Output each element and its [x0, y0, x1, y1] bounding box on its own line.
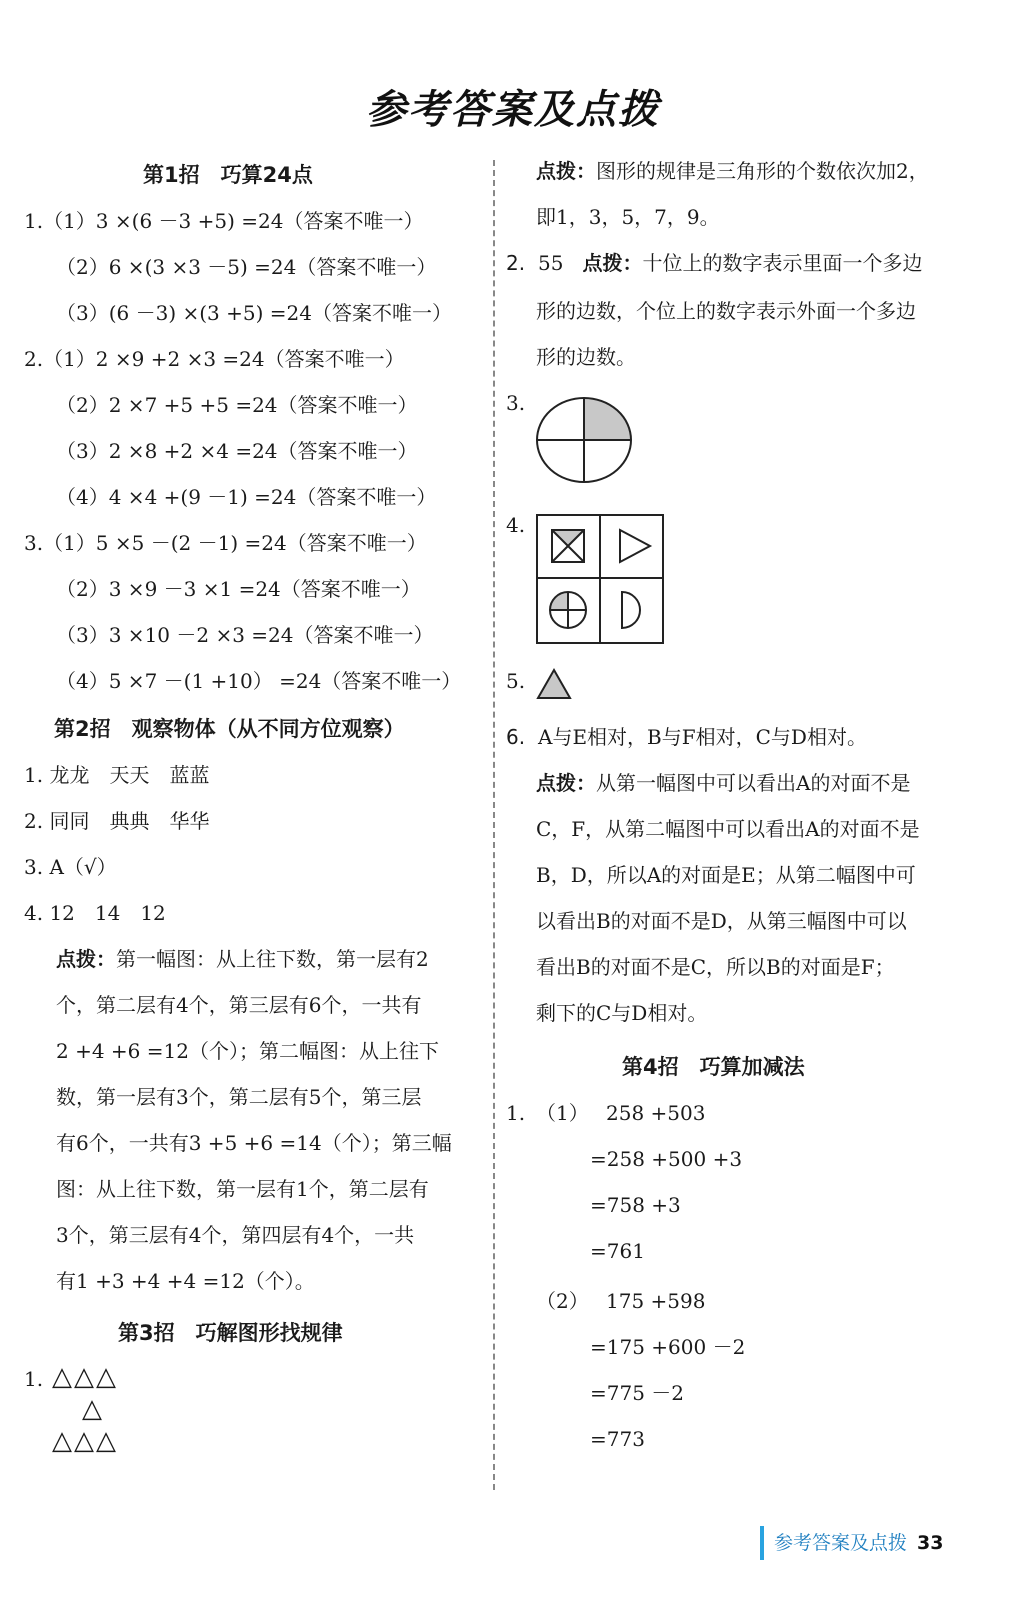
answer-number: 5.: [506, 669, 526, 693]
answer-line: （4）4 ×4 +(9 －1) =24（答案不唯一）: [56, 485, 437, 509]
hint-line: [536, 156, 929, 186]
answer-line: （3）(6 －3) ×(3 +5) =24（答案不唯一）: [56, 301, 452, 325]
calc-line: =258 +500 +3: [590, 1147, 743, 1171]
answer-number: 6.: [506, 725, 526, 749]
shape-grid-figure: [536, 514, 664, 644]
hint-text: 十位上的数字表示里面一个多边: [642, 251, 923, 275]
hint-label: 点拨：: [56, 947, 116, 971]
hint-line: 以看出B的对面不是D，从第三幅图中可以: [536, 909, 907, 933]
hint-line: [536, 768, 910, 798]
calc-line: =761: [590, 1239, 645, 1263]
hint-line: 有6个，一共有3 +5 +6 =14（个）；第三幅: [56, 1131, 452, 1155]
hint-line: 图：从上往下数，第一层有1个，第二层有: [56, 1177, 429, 1201]
crossed-circle-icon: [550, 592, 586, 628]
hint-line: 看出B的对面不是C，所以B的对面是F；: [536, 955, 895, 979]
hint-line: 有1 +3 +4 +4 =12（个）。: [56, 1269, 315, 1293]
calc-line: 258 +503: [606, 1101, 706, 1125]
triangle-row: △△△: [52, 1362, 118, 1392]
answer-line: （3）2 ×8 +2 ×4 =24（答案不唯一）: [56, 439, 418, 463]
hint-text: 从第一幅图中可以看出A的对面不是: [596, 771, 911, 795]
hint-label: 点拨：: [582, 251, 643, 275]
calc-line: 175 +598: [606, 1289, 706, 1313]
hint-line: 剩下的C与D相对。: [536, 1001, 708, 1025]
answer-number: 4.: [506, 513, 526, 537]
answer-line: 3. A（√）: [24, 855, 117, 879]
answer-line: 1.（1）3 ×(6 －3 +5) =24（答案不唯一）: [24, 209, 424, 233]
answer-number: 1.: [506, 1101, 526, 1125]
hint-line: 即1，3，5，7，9。: [536, 205, 720, 229]
shaded-triangle-figure: [536, 668, 572, 700]
half-circle-icon: [622, 592, 640, 628]
triangle-icon: [620, 530, 650, 562]
hint-line: 3个，第三层有4个，第四层有4个，一共: [56, 1223, 415, 1247]
column-divider: [493, 160, 495, 1490]
answer-line: （3）3 ×10 －2 ×3 =24（答案不唯一）: [56, 623, 434, 647]
answer-line: （2）3 ×9 －3 ×1 =24（答案不唯一）: [56, 577, 421, 601]
hint-text: 第一幅图：从上往下数，第一层有2: [116, 947, 429, 971]
answer-line: [506, 722, 867, 752]
calc-line: =758 +3: [590, 1193, 681, 1217]
triangle-icon: [538, 670, 570, 698]
calc-line: =773: [590, 1427, 645, 1451]
calc-line: =775 －2: [590, 1381, 685, 1405]
footer-label: 参考答案及点拨: [774, 1532, 908, 1554]
answer-value: 55: [538, 251, 564, 275]
section-3-title: 第3招 巧解图形找规律: [118, 1321, 343, 1345]
answer-line: 1. 龙龙 天天 蓝蓝: [24, 763, 210, 787]
hint-line: C，F，从第二幅图中可以看出A的对面不是: [536, 817, 920, 841]
hint-line: [56, 944, 429, 974]
crossed-square-icon: [552, 530, 584, 562]
answer-number: 3.: [506, 391, 526, 415]
answer-line: 4. 12 14 12: [24, 901, 166, 925]
hint-line: 形的边数。: [536, 345, 636, 369]
hint-text: 图形的规律是三角形的个数依次加2，: [596, 159, 929, 183]
answer-number: 2.: [506, 251, 526, 275]
answer-line: （2）6 ×(3 ×3 －5) =24（答案不唯一）: [56, 255, 437, 279]
answer-line: 2. 同同 典典 华华: [24, 809, 210, 833]
hint-line: 形的边数，个位上的数字表示外面一个多边: [536, 299, 916, 323]
hint-line: 个，第二层有4个，第三层有6个，一共有: [56, 993, 422, 1017]
triangle-row: △: [82, 1394, 102, 1424]
page-footer: [760, 1526, 943, 1560]
hint-label: 点拨：: [536, 771, 596, 795]
section-1-title: 第1招 巧算24点: [143, 163, 313, 187]
hint-line: 数，第一层有3个，第二层有5个，第三层: [56, 1085, 422, 1109]
circle-quarters-figure: [536, 396, 636, 486]
answer-value: A与E相对，B与F相对，C与D相对。: [538, 725, 867, 749]
hint-label: 点拨：: [536, 159, 596, 183]
answer-line: [506, 248, 923, 278]
part-label: （2）: [536, 1289, 589, 1313]
page-number: 33: [917, 1532, 944, 1554]
answer-line: （4）5 ×7 －(1 +10） =24（答案不唯一）: [56, 669, 462, 693]
section-2-title: 第2招 观察物体（从不同方位观察）: [54, 717, 405, 741]
answer-number: 1.: [24, 1367, 44, 1391]
calc-line: =175 +600 －2: [590, 1335, 746, 1359]
answer-line: （2）2 ×7 +5 +5 =24（答案不唯一）: [56, 393, 418, 417]
hint-line: 2 +4 +6 =12（个）；第二幅图：从上往下: [56, 1039, 439, 1063]
hint-line: B，D，所以A的对面是E；从第二幅图中可: [536, 863, 916, 887]
section-4-title: 第4招 巧算加减法: [622, 1055, 805, 1079]
answer-line: 2.（1）2 ×9 +2 ×3 =24（答案不唯一）: [24, 347, 405, 371]
page-title: 参考答案及点拨: [366, 87, 660, 133]
part-label: （1）: [536, 1101, 589, 1125]
triangle-row: △△△: [52, 1426, 118, 1456]
answer-line: 3.（1）5 ×5 －(2 －1) =24（答案不唯一）: [24, 531, 427, 555]
